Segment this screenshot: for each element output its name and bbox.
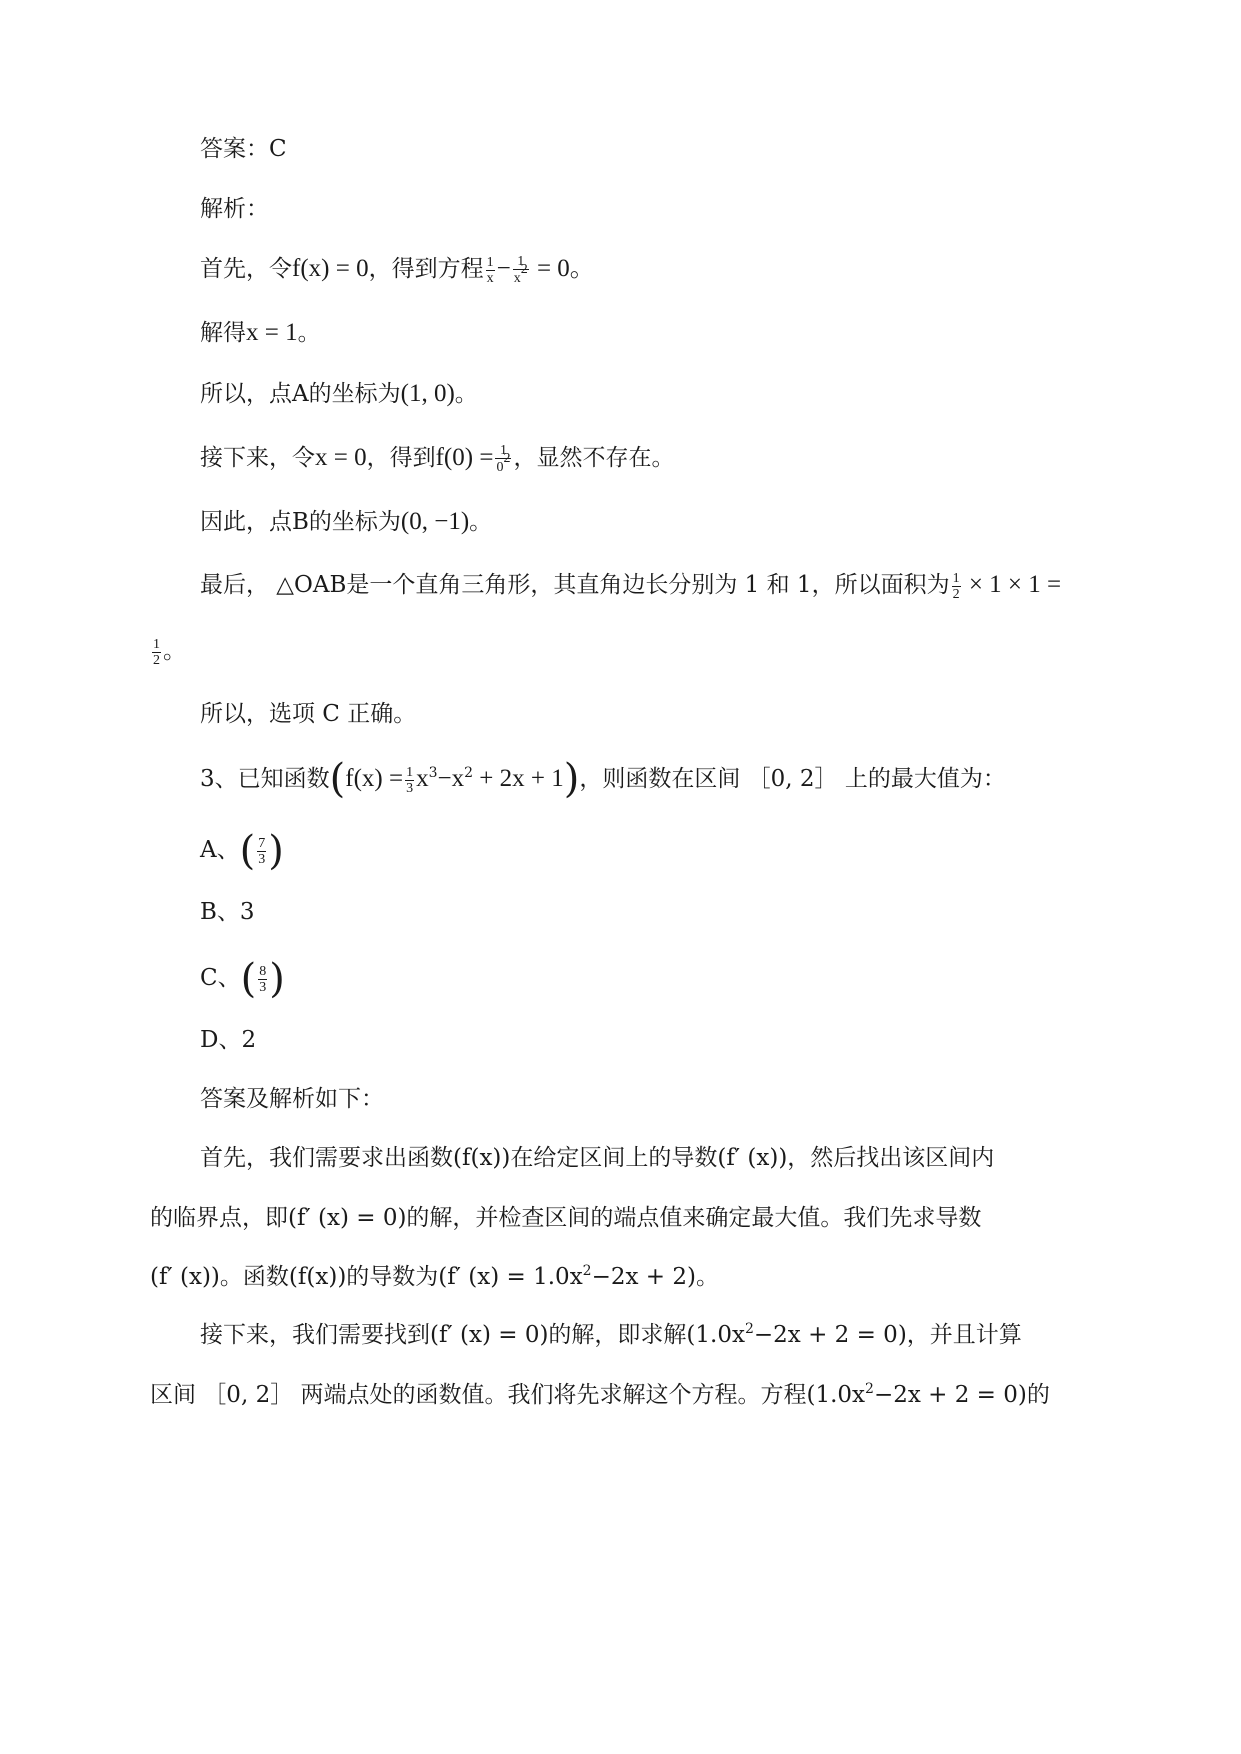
q3-mid: −x	[437, 765, 465, 792]
step1-line	[200, 254, 595, 286]
question3-line	[200, 756, 1006, 802]
step1-end: = 0。	[530, 255, 595, 282]
frac-num: 1	[952, 570, 960, 586]
conclusion-line	[200, 699, 416, 729]
step4-mid: ，得到	[366, 445, 436, 471]
frac-num: 1	[517, 254, 525, 269]
option-c-value: ( $\frac{8}{3}$ )	[240, 956, 285, 1002]
den-base: x	[513, 271, 521, 286]
option-a	[200, 828, 284, 874]
step5-end: 。	[469, 509, 493, 535]
option-b	[200, 897, 255, 927]
frac-den: 3	[259, 979, 267, 995]
right-paren: )	[563, 756, 580, 802]
step1-math: f(x) = 0	[292, 255, 369, 282]
answer-line	[200, 134, 287, 164]
frac-num: 1	[406, 764, 414, 780]
den-exp: 2	[503, 451, 511, 466]
q3-text: 3、已知函数	[200, 766, 330, 792]
paragraph2-text1-end: −2x + 2 = 0)，并且计算	[753, 1322, 1022, 1348]
exp: 2	[744, 1321, 754, 1337]
frac-den: 3	[406, 780, 414, 796]
frac-num: 1	[153, 636, 160, 652]
den-exp: 2	[520, 262, 528, 277]
answer-intro-text: 答案及解析如下：	[200, 1086, 384, 1112]
option-b-text: B、3	[200, 899, 255, 925]
q3-math-a: f(x) =	[345, 765, 404, 792]
paragraph2-text2: 区间 ［0, 2］ 两端点处的函数值。我们将先求解这个方程。方程(1.0x	[150, 1382, 866, 1408]
step1-mid: ，得到方程	[368, 256, 484, 282]
paragraph1-text3-end: −2x + 2)。	[591, 1264, 719, 1290]
option-c	[200, 956, 285, 1002]
fraction-1-over-2	[952, 571, 961, 602]
paragraph2-text1: 接下来，我们需要找到(f′ (x) = 0)的解，即求解(1.0x	[200, 1322, 745, 1348]
paragraph1-text3: (f′ (x))。函数(f(x))的导数为(f′ (x) = 1.0x	[150, 1264, 583, 1290]
step5-math: (0, −1)	[400, 508, 470, 535]
step3-end: 。	[454, 381, 478, 407]
step4-math1: x = 0	[315, 444, 367, 471]
frac-num: 8	[259, 963, 267, 979]
q3-end: ，则函数在区间 ［0, 2］ 上的最大值为：	[579, 766, 1006, 792]
option-c-label: C、	[200, 965, 241, 991]
q3-x: x	[416, 765, 429, 792]
step3-text: 所以，点A的坐标为	[200, 381, 401, 407]
minus-sign: −	[496, 255, 511, 282]
paragraph1-line2	[150, 1203, 981, 1233]
option-a-label: A、	[200, 837, 240, 863]
left-paren: (	[329, 756, 346, 802]
frac-num: 1	[486, 254, 494, 270]
step6b-line	[150, 636, 186, 668]
frac-den: 2	[153, 652, 160, 668]
step6b-end: 。	[163, 638, 186, 664]
paragraph1-line1	[200, 1143, 994, 1173]
fraction-1-over-0sq	[495, 443, 511, 475]
step5-text: 因此，点B的坐标为	[200, 509, 401, 535]
analysis-heading	[200, 194, 269, 224]
step1-text: 首先，令	[200, 256, 292, 282]
option-a-value: ( $\frac{7}{3}$ )	[239, 828, 284, 874]
option-d-text: D、2	[200, 1027, 257, 1053]
fraction-1-over-x2	[513, 254, 529, 286]
frac-den	[495, 451, 511, 475]
step6-end: × 1 × 1 =	[962, 571, 1062, 598]
step4-end: ，显然不存在。	[513, 445, 675, 471]
exp: 2	[865, 1381, 874, 1397]
step4-text: 接下来，令	[200, 445, 315, 471]
exp: 2	[582, 1263, 592, 1279]
q3-tail: + 2x + 1	[473, 765, 564, 792]
frac-num: 1	[499, 443, 507, 458]
frac-den	[513, 262, 529, 286]
step6-text: 最后， △OAB是一个直角三角形，其直角边长分别为 1 和 1，所以面积为	[200, 572, 950, 598]
q3-exp3: 3	[428, 765, 438, 781]
step6-line	[200, 570, 1061, 602]
den-base: 0	[496, 460, 504, 475]
step5-line	[200, 507, 492, 537]
step2-text: 解得	[200, 320, 246, 346]
option-d	[200, 1025, 256, 1055]
frac-den: x	[486, 270, 494, 286]
answer-intro-line	[200, 1084, 384, 1114]
step4-math2: f(0) =	[435, 444, 494, 471]
step3-line	[200, 379, 478, 409]
step2-line	[200, 318, 321, 348]
step3-math: (1, 0)	[400, 380, 455, 407]
frac-den: 2	[952, 586, 960, 602]
conclusion-text: 所以，选项 C 正确。	[200, 701, 417, 727]
answer-text: 答案：C	[200, 136, 287, 162]
step2-math: x = 1	[246, 319, 298, 346]
fraction-1-over-2-result	[152, 637, 161, 668]
paragraph2-text2-end: −2x + 2 = 0)的	[873, 1382, 1050, 1408]
step4-line	[200, 443, 674, 475]
q3-exp2: 2	[464, 765, 474, 781]
fraction-1-over-x	[486, 255, 495, 286]
frac-den: 3	[258, 851, 266, 867]
step2-end: 。	[297, 320, 321, 346]
paragraph1-line3	[150, 1262, 719, 1292]
paragraph1-text1: 首先，我们需要求出函数(f(x))在给定区间上的导数(f′ (x))，然后找出该区间内	[200, 1145, 995, 1171]
paragraph2-line2	[150, 1380, 1050, 1410]
paragraph1-text2: 的临界点，即(f′ (x) = 0)的解，并检查区间的端点值来确定最大值。我们先求导数	[150, 1205, 982, 1231]
fraction-1-over-3	[405, 765, 414, 796]
frac-num: 7	[258, 835, 266, 851]
analysis-text: 解析：	[200, 196, 269, 222]
paragraph2-line1	[200, 1320, 1022, 1350]
